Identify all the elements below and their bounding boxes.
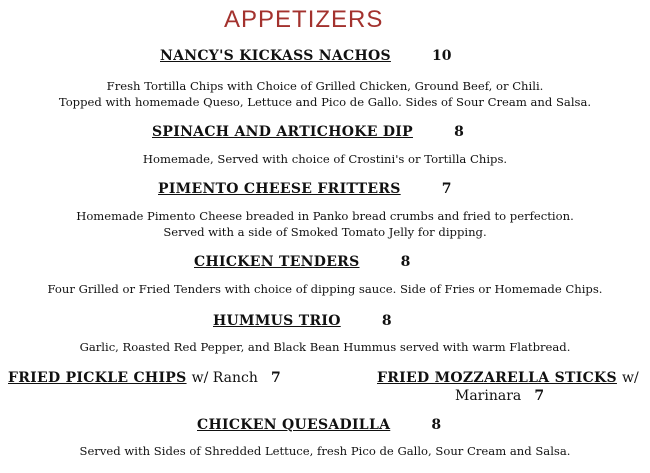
menu-item-chicken-tenders xyxy=(194,251,410,270)
item-price: 7 xyxy=(270,370,281,386)
menu-item-spinach-dip xyxy=(152,121,464,140)
menu-item-chicken-quesadilla xyxy=(197,414,441,433)
item-name: PIMENTO CHEESE FRITTERS xyxy=(158,181,401,197)
item-name: SPINACH AND ARTICHOKE DIP xyxy=(152,124,413,140)
item-name: CHICKEN QUESADILLA xyxy=(197,417,391,433)
item-price: 7 xyxy=(534,388,545,404)
item-name: CHICKEN TENDERS xyxy=(194,254,360,270)
item-name: FRIED MOZZARELLA STICKS xyxy=(377,370,617,386)
item-price: 8 xyxy=(400,254,411,270)
item-name: HUMMUS TRIO xyxy=(213,313,341,329)
item-description: Four Grilled or Fried Tenders with choice of dipping sauce. Side of Fries or Homemade Chips. xyxy=(47,282,603,296)
item-description: Served with Sides of Shredded Lettuce, fresh Pico de Gallo, Sour Cream and Salsa. xyxy=(79,444,571,458)
menu-item-fried-mozzarella-sticks xyxy=(377,367,639,386)
item-price: 8 xyxy=(381,313,392,329)
item-price: 8 xyxy=(431,417,442,433)
item-description: Fresh Tortilla Chips with Choice of Grilled Chicken, Ground Beef, or Chili. xyxy=(106,79,544,93)
item-suffix: w/ xyxy=(622,370,639,386)
menu-heading: APPETIZERS xyxy=(224,6,384,33)
item-name: FRIED PICKLE CHIPS xyxy=(8,370,187,386)
item-suffix: Marinara xyxy=(455,388,522,404)
item-price: 7 xyxy=(441,181,452,197)
menu-item-hummus-trio xyxy=(213,310,392,329)
item-description: Topped with homemade Queso, Lettuce and Pico de Gallo. Sides of Sour Cream and Salsa. xyxy=(58,95,592,109)
menu-item-nachos xyxy=(160,45,452,64)
menu-item-fried-pickle-chips xyxy=(8,367,281,386)
item-description: Served with a side of Smoked Tomato Jelly for dipping. xyxy=(163,225,487,239)
item-description: Homemade Pimento Cheese breaded in Panko bread crumbs and fried to perfection. xyxy=(76,209,574,223)
item-name: NANCY'S KICKASS NACHOS xyxy=(160,48,391,64)
item-suffix: w/ Ranch xyxy=(191,370,258,386)
item-description: Homemade, Served with choice of Crostini's or Tortilla Chips. xyxy=(142,152,508,166)
item-price: 8 xyxy=(454,124,464,140)
item-price: 10 xyxy=(432,48,452,64)
menu-item-pimento-fritters xyxy=(158,178,452,197)
item-suffix-line2 xyxy=(455,385,544,404)
item-description: Garlic, Roasted Red Pepper, and Black Bean Hummus served with warm Flatbread. xyxy=(79,340,571,354)
